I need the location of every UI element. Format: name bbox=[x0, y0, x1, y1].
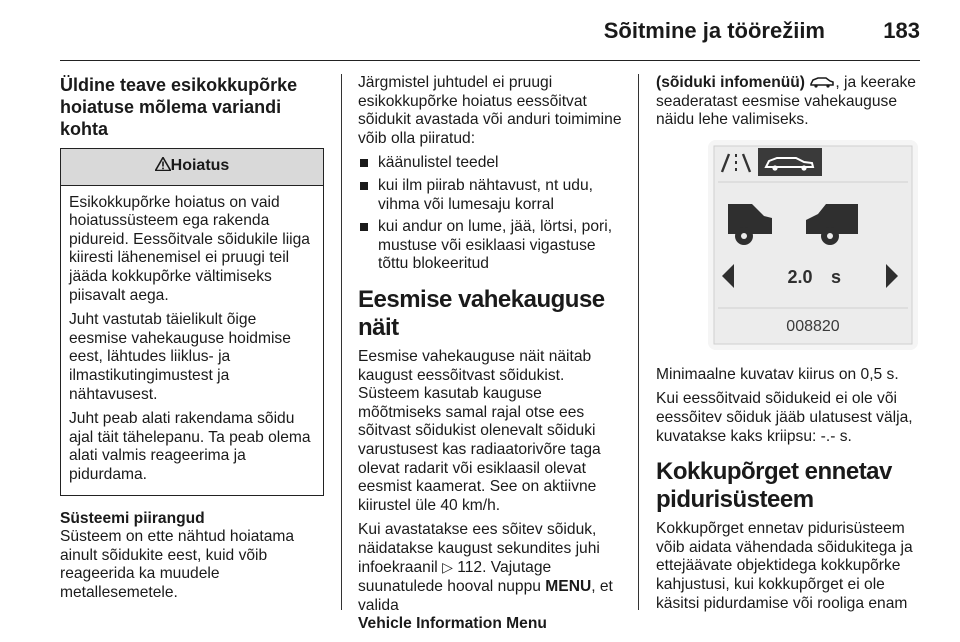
page-header-title: Sõitmine ja töörežiim bbox=[603, 18, 825, 43]
warning-box bbox=[60, 148, 324, 496]
display-illustration bbox=[708, 140, 918, 350]
vehicle-info-menu-label: (sõiduki infomenüü) bbox=[656, 74, 805, 91]
page-number: 183 bbox=[883, 18, 920, 43]
list-item bbox=[358, 177, 626, 214]
limitations-list bbox=[358, 154, 626, 274]
list-item bbox=[358, 218, 626, 274]
collision-braking-heading: Kokkupõrget ennetav pidurisüsteem bbox=[656, 458, 892, 514]
page-reference-arrow-icon: ▷ bbox=[442, 559, 453, 576]
page-reference-link[interactable]: 112 bbox=[457, 559, 483, 577]
vehicle-information-menu-label: Vehicle Information Menu bbox=[358, 615, 547, 633]
column-divider-2 bbox=[638, 74, 639, 610]
list-item-text: käänulistel teedel bbox=[378, 154, 499, 172]
list-item-text: kui andur on lume, jää, lörtsi, pori, mustuse või esiklaasi vigastuse tõttu blokeeritud bbox=[378, 218, 613, 273]
list-item-text: kui ilm piirab nähtavust, nt udu, vihma või lumesaju korral bbox=[378, 176, 593, 213]
limitations-intro: Järgmistel juhtudel ei pruugi esikokkupõrke hoiatus eessõitvat sõidukit avastada või anduri toimimine võib olla piiratud: bbox=[358, 74, 622, 147]
warning-triangle-icon bbox=[155, 157, 171, 171]
warning-body bbox=[61, 186, 323, 495]
warning-title: Hoiatus bbox=[170, 157, 230, 174]
header-divider bbox=[60, 60, 920, 61]
warning-box-header bbox=[61, 149, 323, 186]
car-menu-icon bbox=[809, 76, 835, 88]
following-distance-display bbox=[708, 140, 918, 350]
bullet-square-icon bbox=[360, 159, 368, 167]
following-distance-paragraph-1: Eesmise vahekauguse näit näitab kaugust eessõitvast sõidukist. Süsteem kasutab kauguse mõõtmiseks samal rajal otse ees sõitvast sõidukist olenevalt sõiduki varustusest kas radiaatorivõre taga olevat radarit või esiklaasil olevat eesmist kaamerat. See on aktiivne kiirustel üle 40 km/h. bbox=[358, 347, 601, 514]
column-3 bbox=[656, 74, 922, 619]
menu-button-label: MENU bbox=[545, 578, 592, 596]
system-limits-text: Süsteem on ette nähtud hoiatama ainult sõidukite eest, kuid võib reageerida ka muudele metallesemetele. bbox=[60, 528, 295, 601]
text-span: . Vajutage suunatulede hooval nuppu bbox=[358, 559, 552, 596]
bullet-square-icon bbox=[360, 182, 368, 190]
minimum-speed-text: Minimaalne kuvatav kiirus on 0,5 s. bbox=[656, 365, 899, 383]
following-distance-paragraph-2 bbox=[358, 521, 626, 634]
column-2 bbox=[358, 74, 626, 640]
following-distance-heading: Eesmise vahekauguse näit bbox=[358, 285, 605, 341]
text-span: , ja keerake seaderatast eesmise vahekauguse näidu lehe valimiseks. bbox=[656, 74, 916, 129]
warning-paragraph-3: Juht peab alati rakendama sõidu ajal täit tähelepanu. Ta peab olema alati valmis reageerima ja pidurdama. bbox=[69, 410, 311, 483]
odometer-reading: 008820 bbox=[786, 317, 840, 335]
text-span: Kui avastatakse ees sõitev sõiduk, näidatakse kaugust sekundites juhi infoekraanil bbox=[358, 521, 600, 577]
menu-instruction bbox=[656, 74, 922, 130]
bullet-square-icon bbox=[360, 223, 368, 231]
column-divider-1 bbox=[341, 74, 342, 610]
list-item bbox=[358, 154, 626, 173]
column-1 bbox=[60, 74, 324, 608]
warning-paragraph-1: Esikokkupõrke hoiatus on vaid hoiatussüsteem ega rakenda pidureid. Eessõitvale sõidukile liiga kiiresti lähenemisel ei pruugi teil jääda kokkupõrke vältimiseks piisavalt aega. bbox=[69, 193, 310, 304]
text-span: , et valida bbox=[358, 578, 613, 614]
distance-unit: s bbox=[830, 266, 842, 287]
collision-braking-text: Kokkupõrget ennetav pidurisüsteem võib aidata vähendada sõidukitega ja ettejäävate objektidega kokkupõrke kahjustusi, kui kokkupõrget ei ole käsitsi pidurdamise või rooliga enam bbox=[656, 520, 913, 612]
system-limits-heading: Süsteemi piirangud bbox=[60, 509, 205, 527]
warning-paragraph-2: Juht vastutab täielikult õige eesmise vahekauguse hoidmise eest, lähtudes liiklus- ja ilmastikutingimustest ja nähtavusest. bbox=[69, 311, 291, 403]
distance-value: 2.0 bbox=[787, 266, 813, 287]
no-vehicle-text: Kui eessõitvaid sõidukeid ei ole või eessõitev sõiduk jääb ulatusest välja, kuvatakse kaks kriipsu: -.- s. bbox=[656, 390, 913, 445]
general-info-heading: Üldine teave esikokkupõrke hoiatuse mõlema variandi kohta bbox=[60, 75, 298, 139]
